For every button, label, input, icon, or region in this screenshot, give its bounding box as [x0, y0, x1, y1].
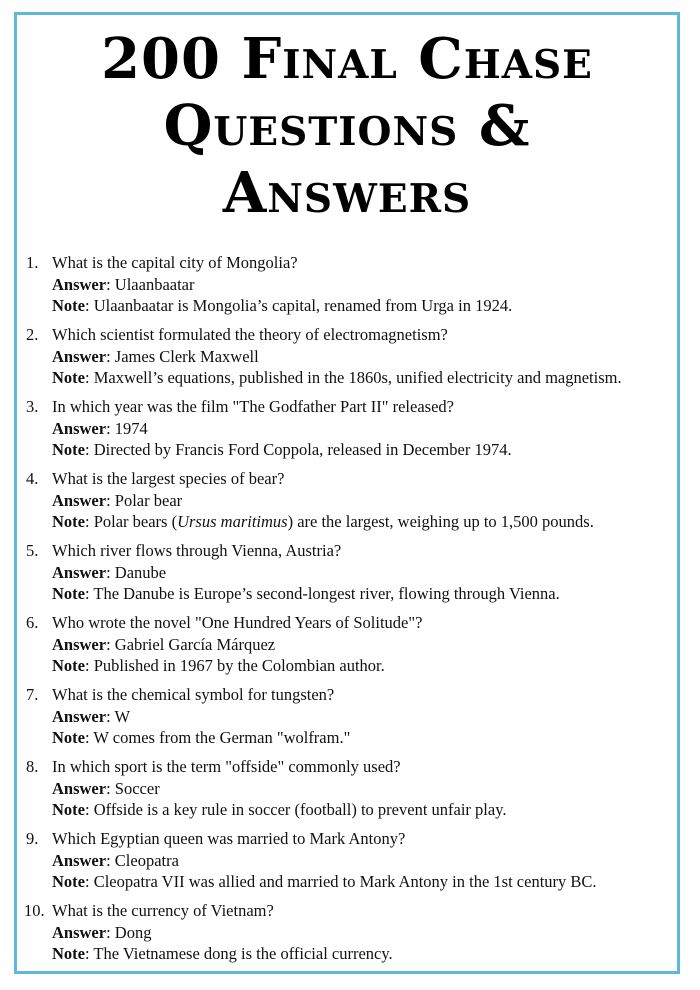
answer-label: Answer [52, 346, 107, 366]
answer-line: Answer: 1974 [52, 418, 148, 438]
note-text: Directed by Francis Ford Coppola, released in December 1974. [93, 440, 512, 459]
answer-line: Answer: Danube [52, 562, 167, 582]
question-text: In which year was the film "The Godfather Part II" released? [52, 397, 454, 416]
answer-label: Answer [52, 490, 107, 510]
note-line: Note: Cleopatra VII was allied and married to Mark Antony in the 1st century BC. [52, 872, 597, 891]
answer-text: 1974 [114, 418, 148, 438]
note-label: Note [52, 800, 85, 819]
question-number: 8. [26, 757, 39, 776]
answer-label: Answer [52, 706, 107, 726]
note-text: The Danube is Europe’s second-longest river, flowing through Vienna. [93, 584, 560, 603]
answer-line: Answer: Cleopatra [52, 850, 179, 870]
note-label: Note [52, 872, 85, 891]
answer-line: Answer: Ulaanbaatar [52, 274, 195, 294]
question-number: 2. [26, 325, 39, 344]
note-label: Note [52, 296, 85, 315]
question-text: What is the largest species of bear? [52, 469, 285, 488]
note-line: Note: Maxwell’s equations, published in the 1860s, unified electricity and magnetism. [52, 368, 622, 387]
answer-label: Answer [52, 418, 107, 438]
answer-line: Answer: Polar bear [52, 490, 183, 510]
question-number: 5. [26, 541, 39, 560]
question-item-5 [26, 540, 678, 605]
answer-line: Answer: W [52, 706, 131, 726]
question-item-1 [26, 252, 678, 317]
question-item-4 [26, 468, 678, 533]
note-label: Note [52, 656, 85, 675]
answer-text: Dong [114, 922, 152, 942]
question-number: 1. [26, 253, 39, 272]
title-line-2: Questions & [163, 93, 531, 159]
question-number: 10. [24, 901, 45, 920]
question-item-9 [26, 828, 678, 893]
question-item-6 [26, 612, 678, 677]
note-label: Note [52, 440, 85, 459]
question-text: What is the currency of Vietnam? [52, 901, 274, 920]
answer-text: Gabriel García Márquez [114, 634, 276, 654]
note-label: Note [52, 944, 85, 963]
note-label: Note [52, 368, 85, 387]
note-line: Note: Offside is a key rule in soccer (football) to prevent unfair play. [52, 800, 507, 819]
question-text: Which Egyptian queen was married to Mark Antony? [52, 829, 406, 848]
answer-text: Polar bear [114, 490, 183, 510]
note-label: Note [52, 512, 85, 531]
answer-label: Answer [52, 922, 107, 942]
question-number: 6. [26, 613, 39, 632]
question-number: 7. [26, 685, 39, 704]
answer-label: Answer [52, 778, 107, 798]
question-item-8 [26, 756, 678, 821]
answer-line: Answer: Dong [52, 922, 152, 942]
note-text: Cleopatra VII was allied and married to Mark Antony in the 1st century BC. [93, 872, 597, 891]
answer-label: Answer [52, 562, 107, 582]
answer-label: Answer [52, 274, 107, 294]
question-item-7 [26, 684, 678, 749]
question-text: What is the capital city of Mongolia? [52, 253, 298, 272]
question-number: 4. [26, 469, 39, 488]
note-line: Note: Ulaanbaatar is Mongolia’s capital, renamed from Urga in 1924. [52, 296, 513, 315]
answer-line: Answer: James Clerk Maxwell [52, 346, 259, 366]
question-item-3 [26, 396, 678, 461]
note-text: Ulaanbaatar is Mongolia’s capital, renamed from Urga in 1924. [93, 296, 513, 315]
note-label: Note [52, 728, 85, 747]
title-line-3: Answers [222, 160, 472, 226]
answer-text: W [114, 706, 131, 726]
page-title [14, 26, 680, 227]
title-line-1: 200 Final Chase [101, 26, 593, 92]
note-text-italic: Ursus maritimus [177, 512, 288, 531]
note-text: Maxwell’s equations, published in the 1860s, unified electricity and magnetism. [93, 368, 622, 387]
question-number: 9. [26, 829, 39, 848]
answer-text: Ulaanbaatar [114, 274, 195, 294]
answer-label: Answer [52, 634, 107, 654]
answer-text: Soccer [114, 778, 160, 798]
question-text: Which scientist formulated the theory of electromagnetism? [52, 325, 448, 344]
answer-line: Answer: Gabriel García Márquez [52, 634, 276, 654]
question-text: In which sport is the term "offside" commonly used? [52, 757, 401, 776]
question-text: Who wrote the novel "One Hundred Years of Solitude"? [52, 613, 423, 632]
note-text: W comes from the German "wolfram." [93, 728, 351, 747]
note-text-after: ) are the largest, weighing up to 1,500 pounds. [287, 512, 594, 531]
note-text-before: Polar bears ( [93, 512, 178, 531]
note-line: Note: The Danube is Europe’s second-longest river, flowing through Vienna. [52, 584, 560, 603]
question-number: 3. [26, 397, 39, 416]
question-item-10 [26, 900, 678, 965]
note-line: Note: Polar bears (Ursus maritimus) are the largest, weighing up to 1,500 pounds. [52, 512, 594, 531]
note-text: Offside is a key rule in soccer (football) to prevent unfair play. [93, 800, 507, 819]
note-line: Note: Published in 1967 by the Colombian author. [52, 656, 385, 675]
question-list [26, 252, 678, 972]
note-line: Note: The Vietnamese dong is the official currency. [52, 944, 393, 963]
answer-text: Cleopatra [114, 850, 179, 870]
question-text: What is the chemical symbol for tungsten? [52, 685, 335, 704]
note-line: Note: Directed by Francis Ford Coppola, released in December 1974. [52, 440, 512, 459]
answer-line: Answer: Soccer [52, 778, 160, 798]
note-text: Published in 1967 by the Colombian author. [93, 656, 385, 675]
answer-text: Danube [114, 562, 167, 582]
answer-text: James Clerk Maxwell [114, 346, 259, 366]
answer-label: Answer [52, 850, 107, 870]
question-text: Which river flows through Vienna, Austria? [52, 541, 342, 560]
note-line: Note: W comes from the German "wolfram." [52, 728, 351, 747]
question-item-2 [26, 324, 678, 389]
note-text: The Vietnamese dong is the official currency. [93, 944, 393, 963]
note-label: Note [52, 584, 85, 603]
